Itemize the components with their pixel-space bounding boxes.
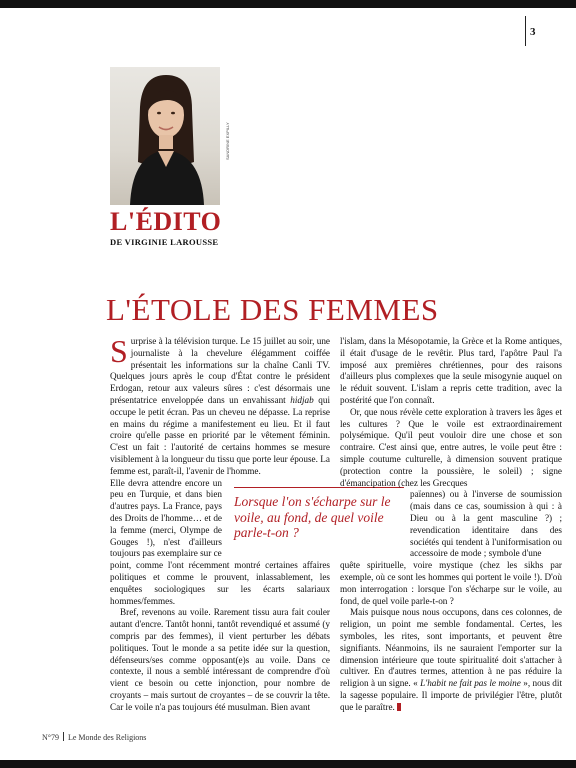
magazine-name: Le Monde des Religions [67,733,147,742]
bottom-bar [0,760,576,768]
pull-quote: Lorsque l'on s'écharpe sur le voile, au fond, de quel voile parle-t-on ? [234,494,391,540]
paragraph: Or, que nous révèle cette exploration à travers les âges et les cultures ? Que le voile est extraordinairement polysémique. Qu'il peut vouloir dire une chose et son contraire. C'est ainsi que, entre autres, le voile peut être : simple coutume culturelle, à dimension souvent pratique (protection contre la poussière, le soleil) ; signe d'émancipation (chez les Grecques [340,406,562,488]
author-photo [110,67,220,205]
section-label: L'ÉDITO [110,207,222,236]
article-column-2 [340,336,562,714]
page-number-rule [525,16,526,46]
page-number: 3 [530,26,536,38]
paragraph: Surprise à la télévision turque. Le 15 juillet au soir, une journaliste à la chevelure élégamment coiffée présentait les informations sur la chaîne Canli TV. Quelques jours après le coup d'État contre le président Erdogan, retour aux valeurs sûres : c'est désormais une présentatrice enveloppée dans un envahissant hidjab qui occupe le petit écran. Pas un cheveu ne dépasse. La reprise en mains du régime a manifestement eu lieu. Et il faut croire qu'elle passe en priorité par le vêtement féminin. C'est un fait : l'autorité de certains hommes se mesure visiblement à la longueur du tissu que porte leur épouse. La femme est, paraît-il, l'avenir de l'homme. [110,333,330,476]
paragraph-indented-right: païennes) ou à l'inverse de soumission (mais dans ce cas, soumission à qui : à Dieu ou à la gent masculine ?) ; revendication identitaire dans des sociétés qui tendent à l'uniformisation ou accessoire de mode ; symbole d'une [410,489,562,559]
paragraph: Mais puisque nous nous occupons, dans ces colonnes, de religion, un point me semble fondamental. Certes, les symboles, les rites, sont importants, et peuvent être signifiants. Néanmoins, ils ne sauraient l'emporter sur la dimension intérieure que toute spiritualité doit s'attacher à cultiver. En d'autres termes, attention à ne pas réduire la religion à un signe. « L'habit ne fait pas le moine », nous dit la sagesse populaire. Il importe de privilégier l'être, plutôt que le paraître. [340,607,562,712]
byline: DE VIRGINIE LAROUSSE [110,237,219,247]
footer [42,732,146,742]
photo-credit: SANDRINE EXPILLY [225,122,230,160]
paragraph: Bref, revenons au voile. Rarement tissu aura fait couler autant d'encre. Tantôt honni, tantôt revendiqué et assumé (y compris par des femmes), il vient perturber les débats politiques. Tout le monde a sa petite idée sur la question, défenseurs/ses comme opposant(e)s au voile. Dans ce contexte, il nous a semblé intéressant de comprendre d'où vient ce besoin ou cette injonction, pour nombre de croyants – mais surtout de croyantes – de se couvrir la tête. Car le voile n'a pas toujours été musulman. Bien avant [110,607,330,712]
paragraph: l'islam, dans la Mésopotamie, la Grèce et la Rome antiques, il était d'usage de le revêtir. Plus tard, l'apôtre Paul l'a imposé aux premières chrétiennes, pour des raisons d'ailleurs plus complexes que la seule misogynie auquel on le réduit souvent. L'islam a repris cette tradition, avec la postérité que l'on connaît. [340,336,562,405]
footer-separator [63,732,64,741]
paragraph: point, comme l'ont récemment montré certaines affaires politiques et comme le prouvent, inlassablement, les enquêtes sociologiques sur les écarts salariaux hommes/femmes. [110,560,330,606]
issue-number: N°79 [42,733,59,742]
top-bar [0,0,576,8]
paragraph: quête spirituelle, voire mystique (chez les sikhs par exemple, où ce sont les hommes qui portent le voile !). D'où mon interrogation : lorsque l'on s'écharpe sur le voile, au fond, de quel voile parle-t-on ? [340,560,562,606]
end-mark-icon [397,703,401,711]
paragraph-narrow: Elle devra attendre encore un peu en Turquie, et dans bien d'autres pays. La France, pays des Droits de l'homme… et de la femme (merci, Olympe de Gouges !), n'est d'ailleurs toujours pas exemplaire sur ce [110,477,222,559]
headline: L'ÉTOLE DES FEMMES [106,292,439,327]
drop-cap: S [110,333,128,369]
